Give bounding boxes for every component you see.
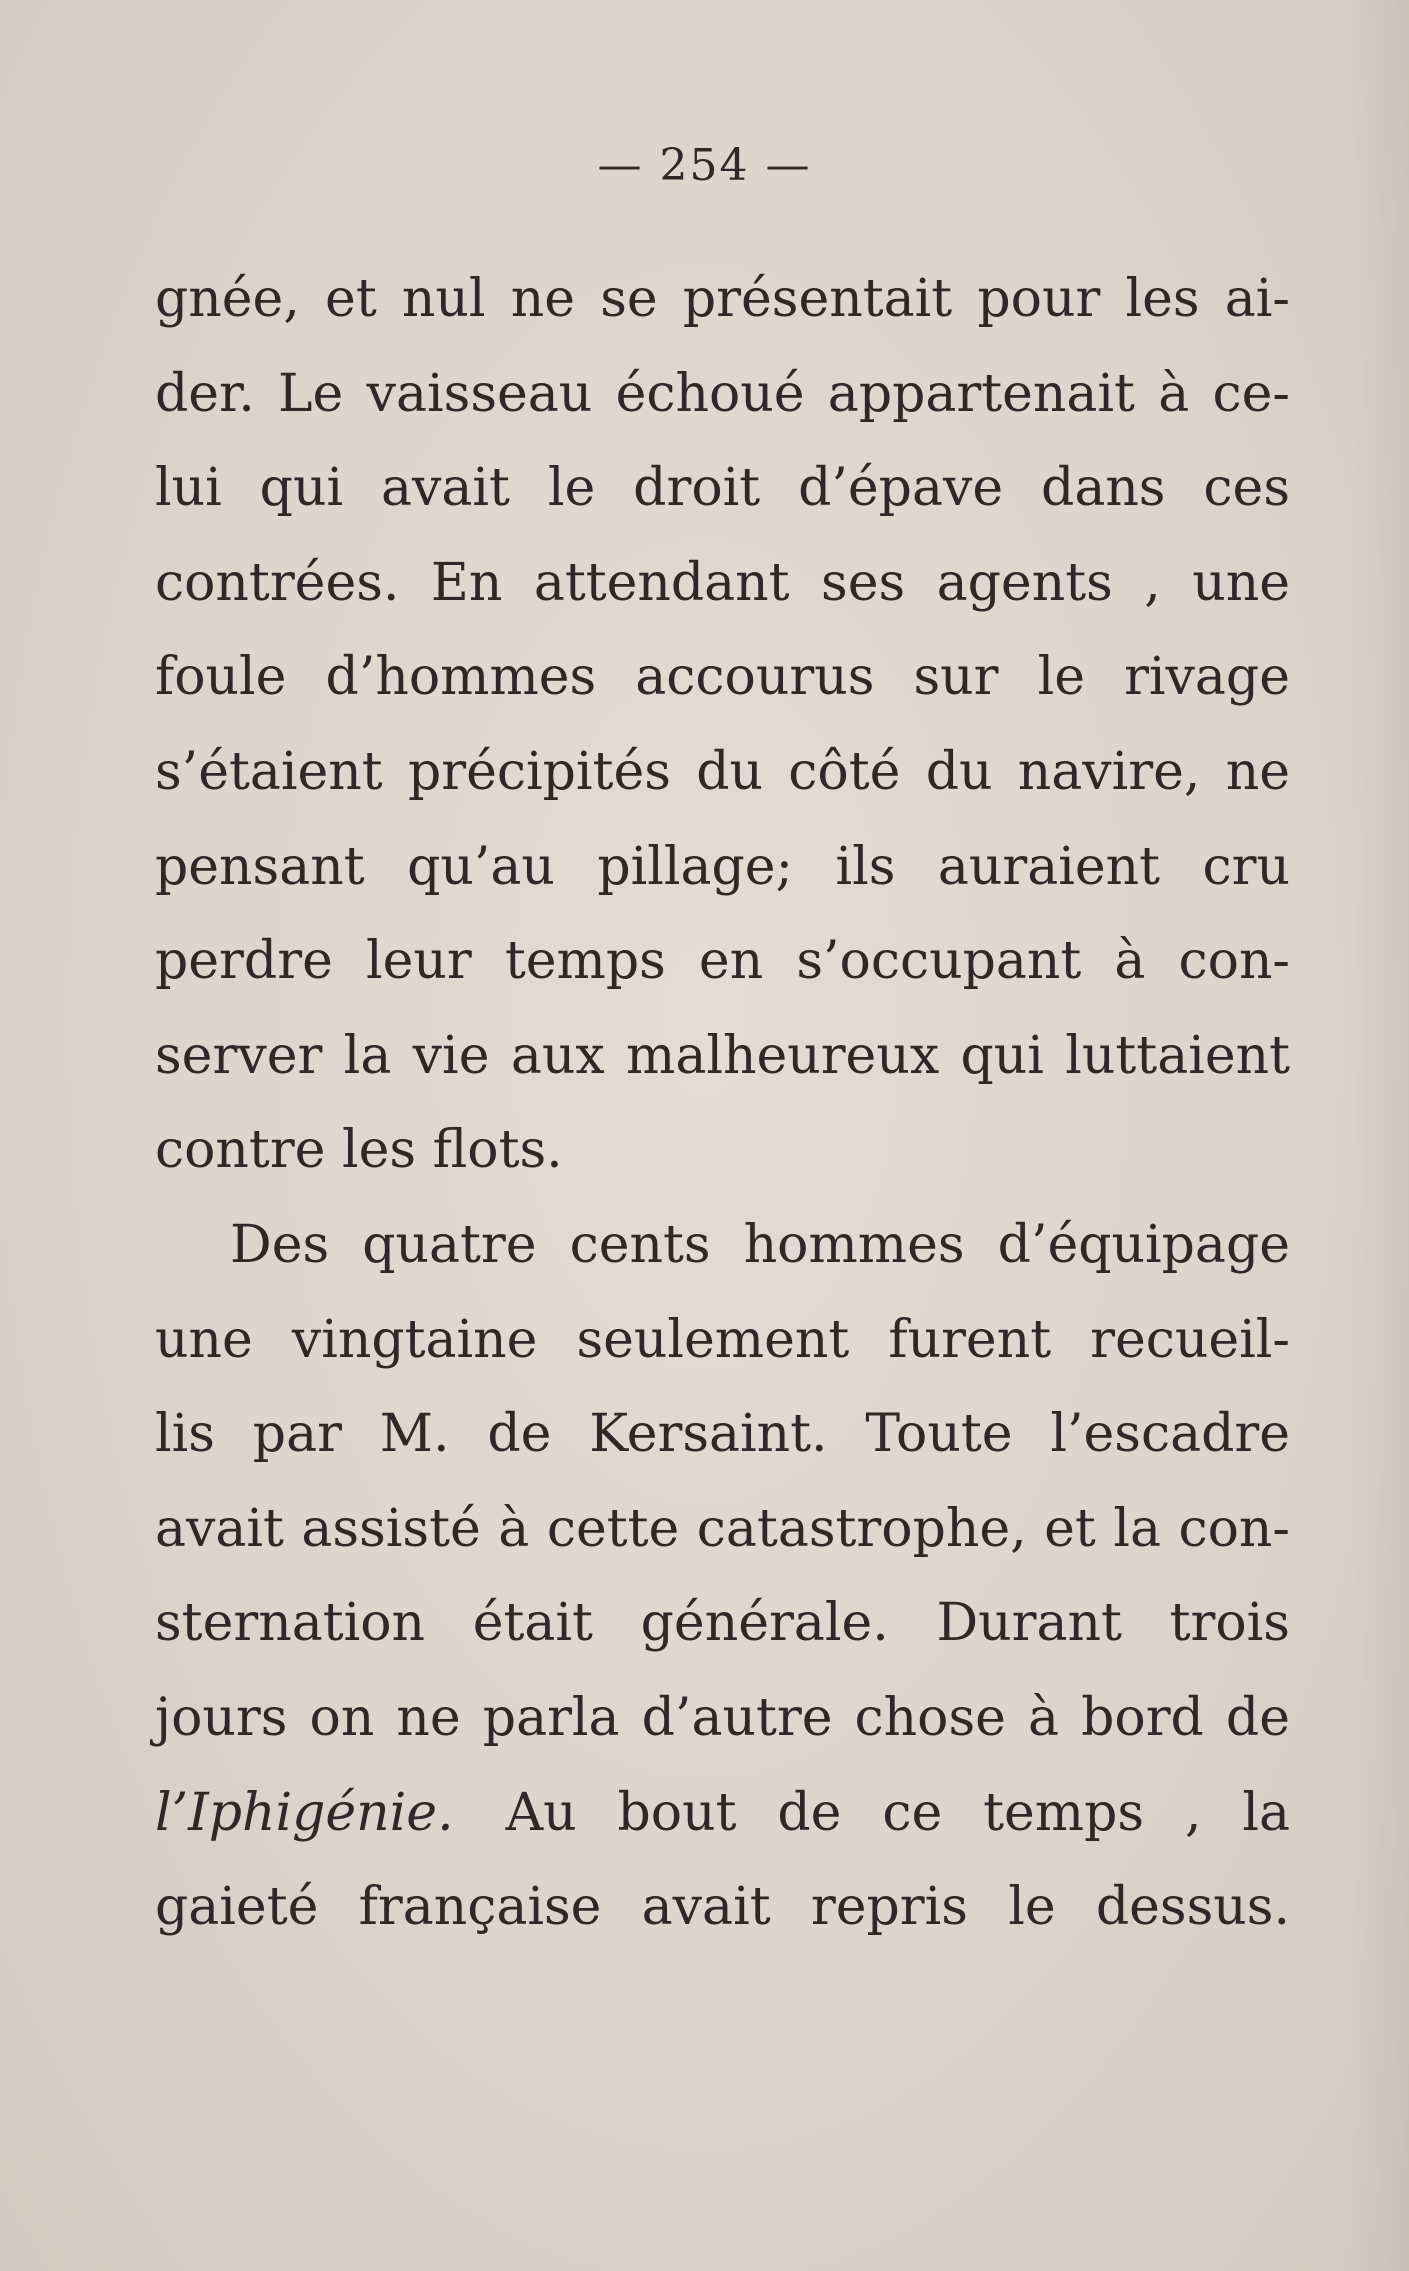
text-line: jours on ne parla d’autre chose à bord de bbox=[155, 1687, 1290, 1748]
text-fragment: Au bout de ce temps , la bbox=[505, 1782, 1290, 1843]
text-line: gnée, et nul ne se présentait pour les ai- bbox=[155, 269, 1290, 329]
body-text bbox=[155, 252, 1290, 1955]
text-line: une vingtaine seulement furent recueil- bbox=[155, 1309, 1290, 1370]
text-line: server la vie aux malheureux qui luttaient bbox=[155, 1025, 1290, 1086]
text-line: foule d’hommes accourus sur le rivage bbox=[155, 647, 1290, 708]
text-line: gaieté française avait repris le dessus. bbox=[155, 1877, 1290, 1938]
ship-name: l’Iphigénie. bbox=[155, 1782, 454, 1843]
text-line: perdre leur temps en s’occupant à con- bbox=[155, 931, 1290, 992]
text-line: sternation était générale. Durant trois bbox=[155, 1593, 1290, 1654]
page-shadow bbox=[1349, 0, 1409, 2271]
text-fragment bbox=[454, 1783, 506, 1843]
text-line: lis par M. de Kersaint. Toute l’escadre bbox=[155, 1404, 1290, 1465]
text-line: Des quatre cents hommes d’équipage bbox=[230, 1214, 1290, 1275]
text-line: s’étaient précipités du côté du navire, ne bbox=[155, 741, 1290, 802]
text-line-with-ship-name bbox=[155, 1766, 1290, 1861]
text-line: contrées. En attendant ses agents , une bbox=[155, 552, 1290, 613]
text-line: der. Le vaisseau échoué appartenait à ce- bbox=[155, 363, 1290, 424]
text-line: contre les flots. bbox=[155, 1120, 563, 1181]
text-line: pensant qu’au pillage; ils auraient cru bbox=[155, 836, 1290, 897]
page-number: — 254 — bbox=[597, 140, 812, 191]
text-line: lui qui avait le droit d’épave dans ces bbox=[155, 458, 1290, 519]
text-line: avait assisté à cette catastrophe, et la con- bbox=[155, 1498, 1290, 1559]
